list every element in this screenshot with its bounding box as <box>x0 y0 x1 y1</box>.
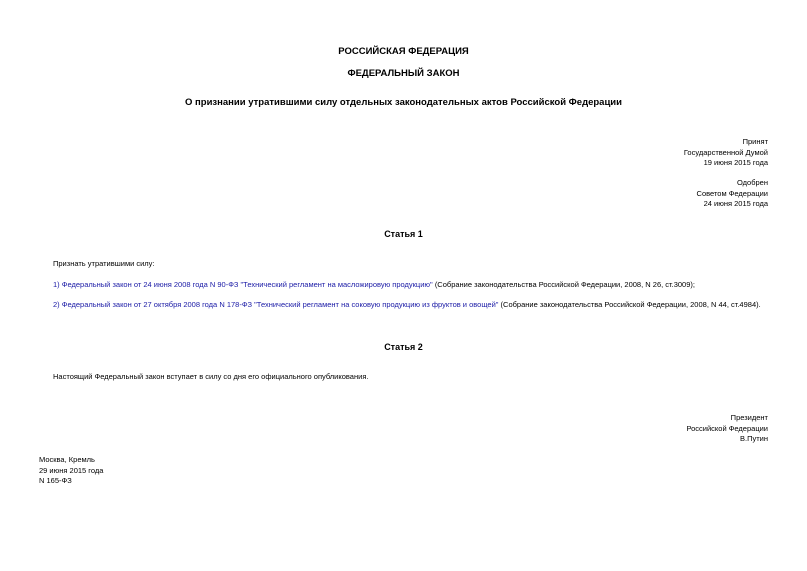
article-1-intro: Признать утратившими силу: <box>53 259 155 268</box>
country-heading: РОССИЙСКАЯ ФЕДЕРАЦИЯ <box>338 46 469 57</box>
adoption-line: Государственной Думой <box>683 147 768 157</box>
approval-line: Одобрен <box>737 178 768 187</box>
document-type-heading: ФЕДЕРАЛЬНЫЙ ЗАКОН <box>347 68 460 79</box>
approval-line: 24 июня 2015 года <box>703 199 768 208</box>
article-1-item-1 <box>53 280 695 289</box>
law-90-fz-link[interactable]: Федеральный закон от 24 июня 2008 года N 90-ФЗ "Технический регламент на масложировую продукцию" <box>61 280 433 289</box>
law-number-line: N 165-ФЗ <box>39 476 72 485</box>
item-source: (Собрание законодательства Российской Федерации, 2008, N 26, ст.3009); <box>434 280 695 289</box>
signature-line: Российской Федерации <box>686 423 768 433</box>
approval-line: Советом Федерации <box>696 188 768 198</box>
article-1-item-2 <box>53 300 761 309</box>
article-1-heading: Статья 1 <box>384 229 423 239</box>
item-number: 2) <box>53 300 60 309</box>
approval-council-block <box>697 178 768 210</box>
adoption-line: 19 июня 2015 года <box>703 158 768 167</box>
law-178-fz-link[interactable]: Федеральный закон от 27 октября 2008 года N 178-ФЗ "Технический регламент на соковую продукцию из фруктов и овощей" <box>61 300 499 309</box>
signature-line: В.Путин <box>740 434 768 443</box>
article-2-heading: Статья 2 <box>384 342 423 352</box>
document-title: О признании утратившими силу отдельных законодательных актов Российской Федерации <box>185 97 622 108</box>
adoption-line: Принят <box>742 137 768 146</box>
signature-line: Президент <box>730 413 768 422</box>
signature-block <box>686 413 768 445</box>
place-line: Москва, Кремль <box>39 455 95 464</box>
item-number: 1) <box>53 280 60 289</box>
item-source: (Собрание законодательства Российской Федерации, 2008, N 44, ст.4984). <box>500 300 761 309</box>
date-line: 29 июня 2015 года <box>39 465 104 475</box>
adoption-duma-block <box>684 137 768 169</box>
article-2-text: Настоящий Федеральный закон вступает в силу со дня его официального опубликования. <box>53 372 369 381</box>
place-date-block <box>39 455 103 487</box>
